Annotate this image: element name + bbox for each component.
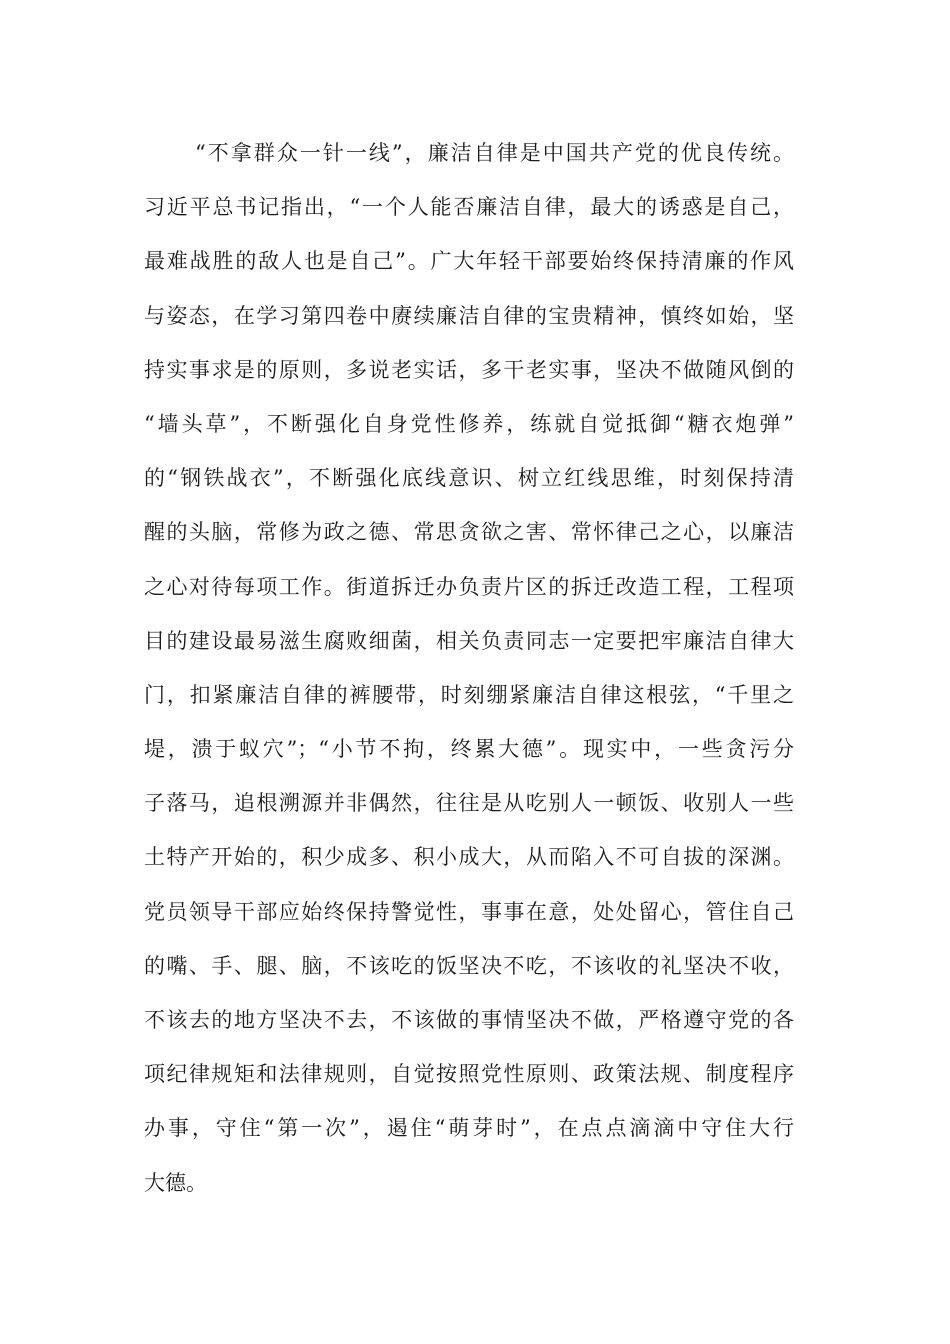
paragraph-line: 之心对待每项工作。街道拆迁办负责片区的拆迁改造工程，工程项 (144, 574, 794, 599)
paragraph-line: 持实事求是的原则，多说老实话，多干老实事，坚决不做随风倒的 (144, 357, 794, 382)
paragraph-line: 醒的头脑，常修为政之德、常思贪欲之害、常怀律己之心，以廉洁 (144, 520, 794, 545)
paragraph-line: 的嘴、手、腿、脑，不该吃的饭坚决不吃，不该收的礼坚决不收， (144, 953, 794, 978)
paragraph-line: 大德。 (144, 1170, 207, 1195)
paragraph-line: 不该去的地方坚决不去，不该做的事情坚决不做，严格遵守党的各 (144, 1008, 794, 1032)
paragraph-line: 党员领导干部应始终保持警觉性，事事在意，处处留心，管住自己 (144, 899, 794, 924)
paragraph-line: “墙头草”，不断强化自身党性修养，练就自觉抵御“糖衣炮弹” (144, 411, 794, 436)
paragraph-line: 的“钢铁战衣”，不断强化底线意识、树立红线思维，时刻保持清 (144, 466, 794, 491)
paragraph-line: 与姿态，在学习第四卷中赓续廉洁自律的宝贵精神，慎终如始，坚 (144, 303, 794, 328)
paragraph-line: 土特产开始的，积少成多、积小成大，从而陷入不可自拔的深渊。 (144, 845, 794, 870)
paragraph-line: 目的建设最易滋生腐败细菌，相关负责同志一定要把牢廉洁自律大 (144, 628, 794, 653)
body-paragraph (144, 126, 794, 1210)
paragraph-line: 项纪律规矩和法律规则，自觉按照党性原则、政策法规、制度程序 (144, 1062, 794, 1087)
paragraph-line: 办事，守住“第一次”，遏住“萌芽时”，在点点滴滴中守住大行 (144, 1116, 794, 1141)
paragraph-line: “不拿群众一针一线”，廉洁自律是中国共产党的优良传统。 (195, 141, 794, 165)
paragraph-line: 门，扣紧廉洁自律的裤腰带，时刻绷紧廉洁自律这根弦，“千里之 (144, 682, 794, 707)
paragraph-line: 堤，溃于蚁穴”；“小节不拘，终累大德”。现实中，一些贪污分 (144, 737, 794, 762)
paragraph-line: 习近平总书记指出，“一个人能否廉洁自律，最大的诱惑是自己， (144, 195, 794, 220)
paragraph-line: 子落马，追根溯源并非偶然，往往是从吃别人一顿饭、收别人一些 (144, 791, 794, 816)
paragraph-line: 最难战胜的敌人也是自己”。广大年轻干部要始终保持清廉的作风 (144, 249, 794, 274)
